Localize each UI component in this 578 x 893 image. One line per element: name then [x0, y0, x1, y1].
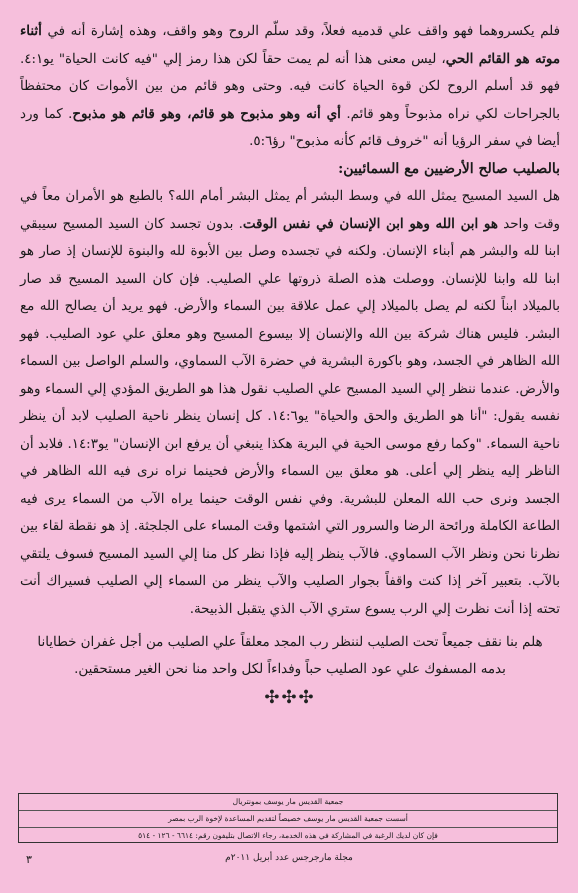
footer-title: جمعية القديس مار يوسف بمونتريال [19, 794, 557, 811]
article-body [20, 18, 560, 623]
text-span: . كما ورد أيضا في سفر الرؤيا أنه "خروف قائم كأنه مذبوح" رؤ٥:٦. [20, 106, 560, 149]
crosses-ornament: ✣✣✣ [264, 687, 316, 708]
emphasis-text: أي أنه وهو مذبوح هو قائم، وهو قائم هو مذبوح [72, 105, 341, 122]
text-span: فلم يكسروهما فهو واقف علي قدميه فعلاً، وقد سلّم الروح وهو واقف، وهذه إشارة أنه في [41, 24, 560, 39]
paragraph-1 [20, 18, 560, 156]
paragraph-2 [20, 183, 560, 623]
emphasis-text: هو ابن الله وهو ابن الإنسان في نفس الوقت [242, 215, 498, 232]
footer-line: أسست جمعية القديس مار يوسف خصيصاً لتقديم المساعدة لإخوة الرب بمصر [19, 811, 557, 828]
text-span: هل السيد المسيح يمثل الله في وسط البشر أم يمثل البشر أمام الله؟ بالطبع هو الأمران معاً في وقت واحد [20, 189, 560, 232]
closing-line: هلم بنا نقف جميعاً تحت الصليب لننظر رب المجد معلقاً علي الصليب من أجل غفران خطايانا [37, 635, 543, 650]
footer-line: فإن كان لديك الرغبة في المشاركة في هذه الخدمة، رجاء الاتصال بتليفون رقم: ٦٦١٤ - ١٢٦ - ٥١٤ [138, 831, 438, 840]
page-number: ٣ [26, 853, 32, 866]
section-heading: بالصليب صالح الأرضيين مع السمائيين: [338, 160, 560, 177]
footer-notice-box [18, 793, 558, 843]
emphasis-text: أثناء موته هو القائم الحي [20, 23, 560, 67]
magazine-issue: مجلة مارجرجس عدد أبريل ٢٠١١م [225, 853, 353, 863]
closing-paragraph [20, 629, 560, 683]
text-span: . بدون تجسد كان السيد المسيح سيبقي ابنا لله والبشر هم أبناء الإنسان. ولكنه في تجسده وصل بين الأبوة لله والبنوة للإنسان إذ صار هو ابنا لله وابنا للإنسان. ووصلت هذه الصلة ذروتها علي الصليب. فإن كان السيد المسيح قد صار بالميلاد ابناً لكنه لم يصل بالميلاد إلي عمل علاقة بين السماء والأرض. فهو يريد أن يصالح الله مع البشر. فليس هناك شركة بين الله والإنسان إلا بيسوع المسيح وهو معلق علي عود الصليب. فهو الله الظاهر في الجسد، وهو باكورة البشرية في حضرة الآب السماوي، والسلم الواصل بين السماء والأرض. عندما ننظر إلي السيد المسيح علي الصليب نقول هذا هو الطريق المؤدي إلي السماء وهو نفسه يقول: "أنا هو الطريق والحق والحياة" يو١٤:٦. كل إنسان ينظر ناحية الصليب لابد أن ينظر ناحية السماء. "وكما رفع موسى الحية في البرية هكذا ينبغي أن يرفع ابن الإنسان" يو١٤:٣. فلابد أن الناظر إليه ينظر إلي أعلى. هو معلق بين السماء والأرض فحينما نراه نرى فيه الله الظاهر في الجسد ونرى حب الله المعلن للبشرية. وفي نفس الوقت حينما يراه الآب من السماء يرى فيه الطاعة الكاملة ورائحة الرضا والسرور التي اشتمها وقت المساء على الجلجثة. إذ هو نقطة لقاء بين نظرنا نحن ونظر الآب السماوي. فالآب ينظر إليه فإذا نظر كل منا إلي السيد المسيح فسوف يلتقي بالآب. بتعبير آخر إذا كنت واقفاً بجوار الصليب والآب ينظر من السماء إلي الصليب فسيراك أنت تحته إذا أنت نظرت إلي الرب يسوع ستري الآب الذي يتقبل الذبيحة. [20, 216, 560, 617]
text-span: ، ليس معنى هذا أنه لم يمت حقاً لكن هذا رمز إلي "فيه كانت الحياة" يو٤:١. فهو قد أسلم الروح لكن قوة الحياة كانت فيه. وحتى وهو قائم من بين الأموات كان محتفظاً بالجراحات لكي نراه مذبوحاً وهو قائم. [20, 51, 560, 122]
closing-line: بدمه المسفوك علي عود الصليب حباً وفداءاً لكل واحد منا نحن الغير مستحقين. [74, 662, 506, 677]
